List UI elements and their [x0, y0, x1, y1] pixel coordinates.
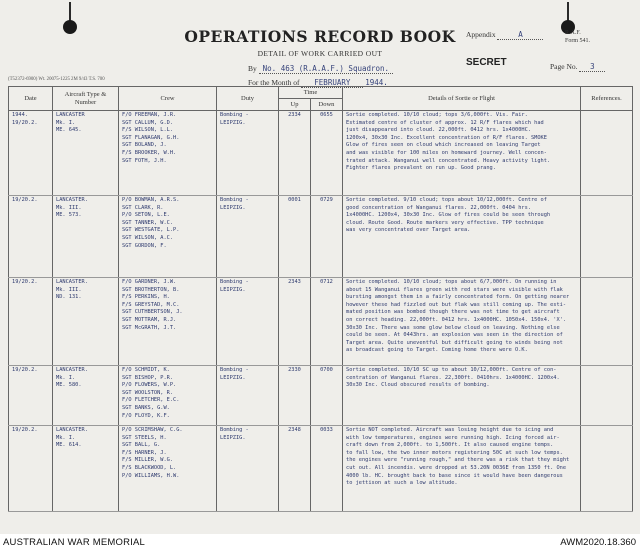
- sortie-row: [9, 111, 633, 196]
- references-cell: [581, 278, 633, 366]
- duty-line: Bombing -: [220, 112, 249, 118]
- details-line: centration of Wanganui flares. 22,300ft. 0410hrs. 1x4000HC. 1200x4.: [346, 374, 560, 381]
- duty-cell: [217, 111, 279, 196]
- aircraft-line: LANCASTER: [56, 112, 85, 118]
- unit-field: [248, 64, 393, 74]
- time-up-value: 0001: [288, 197, 301, 203]
- page-title: OPERATIONS RECORD BOOK: [184, 27, 456, 46]
- date-cell: [9, 196, 53, 278]
- binder-pin-left: [69, 2, 71, 22]
- references-cell: [581, 196, 633, 278]
- crew-line: P/O SCRIMSHAW, C.G.: [122, 427, 183, 433]
- sortie-row: [9, 278, 633, 366]
- crew-line: F/O FLOYD, K.F.: [122, 412, 170, 419]
- unit-name: No. 463 (R.A.A.F.) Squadron.: [259, 64, 393, 74]
- col-up: Up: [279, 99, 311, 111]
- time-down-value: 0033: [320, 427, 333, 433]
- references-cell: [581, 111, 633, 196]
- aircraft-line: ND. 131.: [56, 294, 82, 301]
- time-up-value: 2343: [288, 279, 301, 285]
- col-down: Down: [311, 99, 343, 111]
- date-line: 19/20.2.: [12, 427, 38, 433]
- duty-line: Bombing -: [220, 279, 249, 285]
- time-down-value: 0712: [320, 279, 333, 285]
- details-line: Fighter flares prevalent on run up. Good prang.: [346, 165, 496, 172]
- details-line: Sortie completed. 9/10 cloud; tops about 10/12,000ft. Centre of: [346, 197, 547, 203]
- date-cell: [9, 426, 53, 512]
- crew-cell: [119, 111, 217, 196]
- date-line: 1944.: [12, 112, 28, 118]
- details-line: just disappeared into cloud. 22,000ft. 0412 hrs. 1x4000HC.: [346, 127, 531, 134]
- duty-cell: [217, 278, 279, 366]
- crew-cell: [119, 366, 217, 426]
- binder-pin-right: [567, 2, 569, 22]
- crew-line: F/S MILLER, W.G.: [122, 457, 174, 464]
- appendix-label: Appendix: [466, 30, 496, 39]
- crew-line: P/O BOWMAN, A.R.S.: [122, 197, 180, 203]
- time-up-value: 2334: [288, 112, 301, 118]
- crew-cell: [119, 278, 217, 366]
- crew-line: SGT CALLUM, G.D.: [122, 119, 174, 126]
- references-cell: [581, 426, 633, 512]
- aircraft-line: Mk. I.: [56, 434, 76, 441]
- crew-line: SGT BROTHERTON, B.: [122, 286, 180, 293]
- details-line: as broadcast going to Target. Coming home there were O.K.: [346, 347, 528, 354]
- page-subtitle: DETAIL OF WORK CARRIED OUT: [257, 49, 383, 58]
- crew-line: F/O SCHMIDT, K.: [122, 367, 170, 373]
- aircraft-line: ME. 645.: [56, 127, 82, 134]
- time-up-cell: [279, 278, 311, 366]
- references-cell: [581, 366, 633, 426]
- crew-line: SGT WILSON, A.C.: [122, 234, 174, 241]
- details-line: Sortie NOT completed. Aircraft was losing height due to icing and: [346, 427, 554, 433]
- time-up-cell: [279, 366, 311, 426]
- archive-reference: AWM2020.18.360: [560, 537, 636, 548]
- details-line: about 15 Wanganui flares green with red stars were visible with flak: [346, 286, 563, 293]
- col-aircraft: Aircraft Type & Number: [53, 87, 119, 111]
- aircraft-line: LANCASTER.: [56, 367, 88, 373]
- page-number-label: Page No.: [550, 62, 578, 71]
- crew-line: SGT BISHOP, P.R.: [122, 374, 174, 381]
- details-line: the engines were "running rough," and there was a risk that they might: [346, 457, 570, 464]
- aircraft-cell: [53, 278, 119, 366]
- details-line: cut out. All incendis. were dropped at 53.20N 0036E from 1350 ft. One: [346, 464, 567, 471]
- details-line: 30x30 Inc. There was some glow below cloud on leaving. Nothing else: [346, 324, 560, 331]
- details-line: however these had fizzled out but flak was still coming up. The esti-: [346, 301, 567, 308]
- crew-cell: [119, 426, 217, 512]
- time-down-value: 0729: [320, 197, 333, 203]
- archive-footer: [0, 534, 640, 552]
- duty-line: Bombing -: [220, 197, 249, 203]
- crew-line: F/S BROOKER, W.H.: [122, 149, 177, 156]
- details-cell: [343, 278, 581, 366]
- details-line: Estimated centre of cluster of approx. 12 R/F flares which had: [346, 119, 544, 126]
- details-line: 30x30 Inc. Cloud obscured results of bombing.: [346, 382, 490, 389]
- details-line: 1x4000HC. 1200x4, 30x30 Inc. Glow of fires could be seen through: [346, 212, 551, 219]
- time-down-cell: [311, 196, 343, 278]
- crew-line: F/O GARDNER, J.W.: [122, 279, 177, 285]
- crew-cell: [119, 196, 217, 278]
- aircraft-line: LANCASTER.: [56, 279, 88, 285]
- details-line: Sortie completed. 10/10 cloud; tops 3/6,000ft. Vis. Fair.: [346, 112, 528, 118]
- time-down-cell: [311, 278, 343, 366]
- col-time: Time: [279, 87, 343, 99]
- details-line: craft down from 2,000ft. to 1,500ft. It also caused engine temps.: [346, 442, 554, 449]
- details-line: Target area. Quite uneventful but difficult going to winds being not: [346, 339, 563, 346]
- crew-line: P/O SETON, L.E.: [122, 212, 170, 219]
- operations-body: [9, 111, 633, 512]
- month-label: For the Month of: [248, 78, 300, 87]
- time-up-cell: [279, 196, 311, 278]
- time-down-cell: [311, 366, 343, 426]
- details-line: cloud. Route Good. Route markers very effective. TPP technique: [346, 219, 544, 226]
- crew-line: F/S WILSON, L.L.: [122, 127, 174, 134]
- duty-line: LEIPZIG.: [220, 119, 246, 126]
- aircraft-cell: [53, 366, 119, 426]
- crew-line: SGT WOOLSTON, R.: [122, 389, 174, 396]
- details-line: to jettison at such a low altitude.: [346, 480, 458, 487]
- time-up-cell: [279, 111, 311, 196]
- aircraft-cell: [53, 426, 119, 512]
- crew-line: SGT FLANAGAN, G.H.: [122, 134, 180, 141]
- aircraft-cell: [53, 111, 119, 196]
- details-cell: [343, 426, 581, 512]
- duty-line: LEIPZIG.: [220, 434, 246, 441]
- details-line: mated position was bombed though there was not time to get aircraft: [346, 309, 560, 316]
- crew-line: SGT STEELS, H.: [122, 434, 167, 441]
- details-cell: [343, 366, 581, 426]
- crew-line: SGT GORDON, F.: [122, 242, 167, 249]
- crew-line: SGT TANNER, W.C.: [122, 219, 174, 226]
- duty-cell: [217, 196, 279, 278]
- col-details: Details of Sortie or Flight: [343, 87, 581, 111]
- month-value: FEBRUARY: [301, 78, 363, 88]
- details-line: Glow of fires seen on cloud which increased on leaving Target: [346, 142, 541, 149]
- crew-line: SGT McGRATH, J.T.: [122, 324, 177, 331]
- details-cell: [343, 111, 581, 196]
- crew-line: SGT CLARK, R.: [122, 204, 164, 211]
- col-duty: Duty: [217, 87, 279, 111]
- details-line: Sortie completed. 10/10 cloud; tops about 6/7,000ft. On running in: [346, 279, 557, 285]
- aircraft-line: Mk. I.: [56, 119, 76, 126]
- crew-line: F/S PERKINS, H.: [122, 294, 170, 301]
- aircraft-line: LANCASTER.: [56, 427, 88, 433]
- classification-stamp: SECRET: [466, 57, 507, 68]
- details-line: Sortie completed. 10/10 SC up to about 10/12,000ft. Centre of con-: [346, 367, 557, 373]
- year-value: 1944.: [365, 78, 388, 87]
- page-number-field: [550, 62, 605, 72]
- crew-line: SGT BALL, G.: [122, 442, 161, 449]
- date-line: 19/20.2.: [12, 279, 38, 285]
- crew-line: F/S HARNER, J.: [122, 449, 167, 456]
- details-line: trated attack. Wanganui well concentrated. Heavy activity light.: [346, 157, 551, 164]
- duty-line: Bombing -: [220, 427, 249, 433]
- details-line: to fall low, the two inner motors registering 50C at such low temps.: [346, 449, 563, 456]
- col-references: References.: [581, 87, 633, 111]
- aircraft-line: ME. 573.: [56, 212, 82, 219]
- date-line: 19/20.2.: [12, 367, 38, 373]
- details-line: 4000 lb. HC. brought back to base since it would have been dangerous: [346, 472, 563, 479]
- appendix-value: A: [497, 30, 543, 40]
- details-line: could be seen. At 0443hrs. an explosion was seen in the direction of: [346, 332, 563, 339]
- duty-line: LEIPZIG.: [220, 204, 246, 211]
- time-down-value: 0700: [320, 367, 333, 373]
- duty-cell: [217, 426, 279, 512]
- crew-line: SGT MOTTRAM, R.J.: [122, 316, 177, 323]
- details-line: was very concentrated over Target area.: [346, 227, 471, 234]
- operations-table: [8, 86, 633, 512]
- col-crew: Crew: [119, 87, 217, 111]
- aircraft-line: LANCASTER.: [56, 197, 88, 203]
- time-down-cell: [311, 111, 343, 196]
- time-up-cell: [279, 426, 311, 512]
- crew-line: P/O WILLIAMS, H.W.: [122, 472, 180, 479]
- crew-line: F/O FLETCHER, E.C.: [122, 397, 180, 404]
- aircraft-line: ME. 614.: [56, 442, 82, 449]
- sortie-row: [9, 366, 633, 426]
- date-line: 19/20.2.: [12, 197, 38, 203]
- crew-line: F/S GREYSTAD, M.C.: [122, 301, 180, 308]
- details-line: with low temperatures, engines were running high. Icing forced air-: [346, 434, 560, 441]
- by-label: By: [248, 64, 257, 73]
- crew-line: F/O FREEMAN, J.R.: [122, 112, 177, 118]
- duty-cell: [217, 366, 279, 426]
- form-number-block: [565, 29, 590, 45]
- form-number: Form 541.: [565, 38, 591, 44]
- date-cell: [9, 278, 53, 366]
- details-line: and was visible for 100 miles on homeward journey. Well concen-: [346, 149, 547, 156]
- time-up-value: 2330: [288, 367, 301, 373]
- time-down-value: 0655: [320, 112, 333, 118]
- crew-line: F/S BLACKWOOD, L.: [122, 464, 177, 471]
- aircraft-line: ME. 580.: [56, 382, 82, 389]
- aircraft-line: Mk. I.: [56, 374, 76, 381]
- archive-name: AUSTRALIAN WAR MEMORIAL: [3, 537, 146, 548]
- time-down-cell: [311, 426, 343, 512]
- crew-line: SGT BANKS, G.W.: [122, 404, 170, 411]
- duty-line: LEIPZIG.: [220, 286, 246, 293]
- details-line: 1200x4, 30x30 Inc. Excellent concentration of R/F flares. SMOKE: [346, 134, 547, 141]
- crew-line: SGT WESTGATE, L.P.: [122, 227, 180, 234]
- details-line: bursting amongst them in a fairly concentrated form. On getting nearer: [346, 294, 570, 301]
- aircraft-cell: [53, 196, 119, 278]
- print-code: (T52372-6900) Wt. 20075-1225 2M 9/43 T.S. 700: [8, 77, 105, 82]
- page-number: 3: [579, 62, 605, 72]
- col-date: Date: [9, 87, 53, 111]
- crew-line: SGT FOTH, J.H.: [122, 157, 167, 164]
- details-line: on correct heading. 22,000ft. 0412 hrs. 1x4000HC. 1050x4. 150x4. 'X'.: [346, 316, 567, 323]
- sortie-row: [9, 426, 633, 512]
- crew-line: P/O FLOWERS, W.P.: [122, 382, 177, 389]
- duty-line: LEIPZIG.: [220, 374, 246, 381]
- aircraft-line: Mk. III.: [56, 204, 82, 211]
- aircraft-line: Mk. III.: [56, 286, 82, 293]
- date-cell: [9, 111, 53, 196]
- time-up-value: 2348: [288, 427, 301, 433]
- details-line: good concentration of Wanganui flares. 22,000ft. 0404 hrs.: [346, 204, 531, 211]
- crew-line: SGT BOLAND, J.: [122, 142, 167, 149]
- date-cell: [9, 366, 53, 426]
- appendix-field: [466, 30, 543, 40]
- crew-line: SGT CUTHBERTSON, J.: [122, 309, 183, 316]
- sortie-row: [9, 196, 633, 278]
- date-line: 19/20.2.: [12, 119, 38, 126]
- duty-line: Bombing -: [220, 367, 249, 373]
- details-cell: [343, 196, 581, 278]
- raf-label: R.A.F.: [565, 30, 581, 36]
